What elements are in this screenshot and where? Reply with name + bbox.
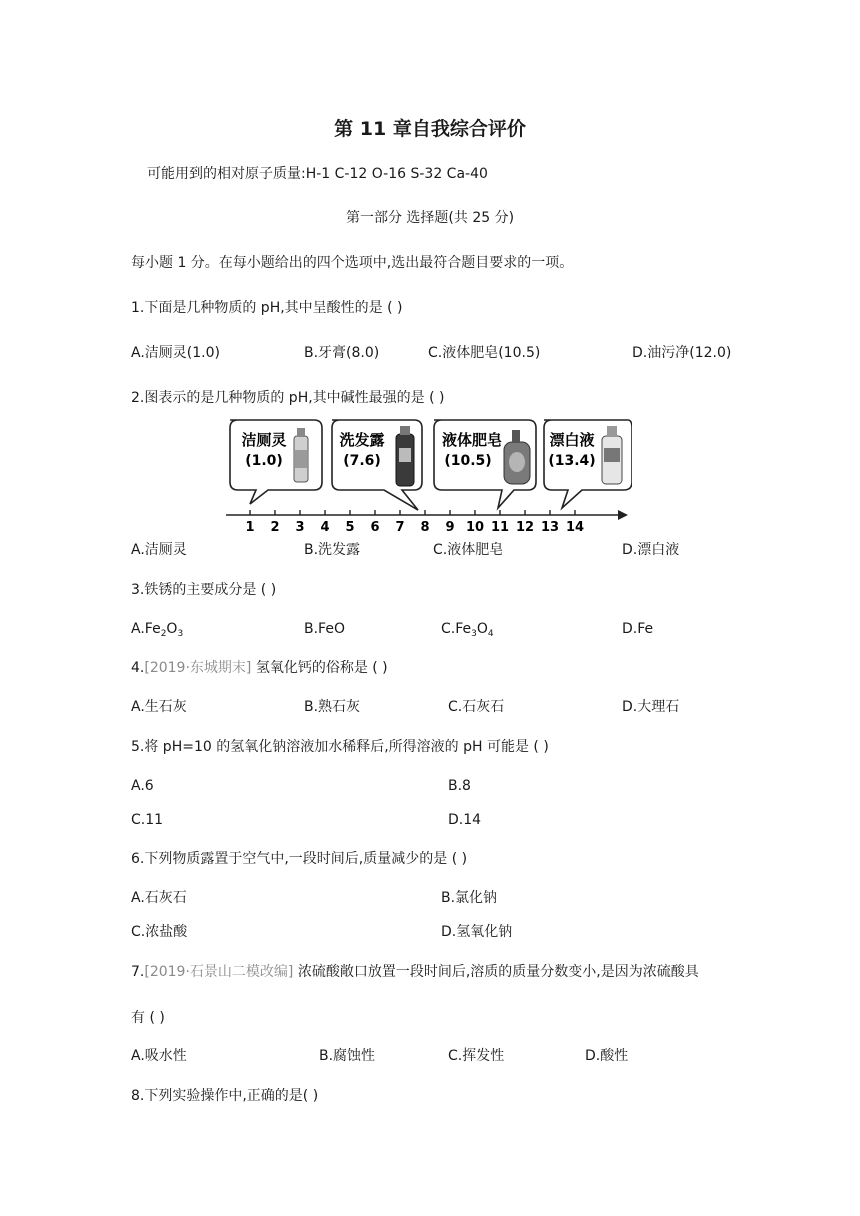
question-3-option-d[interactable]: D.Fe (622, 621, 654, 637)
callout-4-ph: (13.4) (548, 453, 596, 469)
question-7-option-a[interactable]: A.吸水性 (131, 1048, 187, 1064)
question-1-option-d[interactable]: D.油污净(12.0) (632, 345, 732, 361)
question-6-option-c[interactable]: C.浓盐酸 (131, 924, 188, 940)
ph-number-line (226, 510, 628, 535)
question-2-option-c[interactable]: C.液体肥皂 (433, 542, 504, 558)
question-2-stem: 2.图表示的是几种物质的 pH,其中碱性最强的是 ( ) (131, 390, 445, 406)
question-7-stem-line: 7.[2019·石景山二模改编] 浓硫酸敞口放置一段时间后,溶质的质量分数变小,是因为浓硫酸具 (131, 964, 699, 980)
arrow-right-icon (618, 510, 628, 520)
ph-tick-label: 11 (490, 520, 510, 535)
ph-tick-label: 12 (515, 520, 535, 535)
question-3-stem: 3.铁锈的主要成分是 ( ) (131, 582, 277, 598)
question-6-option-b[interactable]: B.氯化钠 (441, 890, 498, 906)
question-5-option-c[interactable]: C.11 (131, 812, 164, 828)
ph-tick-label: 8 (420, 520, 430, 535)
question-5-option-a[interactable]: A.6 (131, 778, 154, 794)
question-7-stem: 浓硫酸敞口放置一段时间后,溶质的质量分数变小,是因为浓硫酸具 (293, 964, 699, 980)
ph-tick-label: 10 (465, 520, 485, 535)
question-2-option-b[interactable]: B.洗发露 (304, 542, 361, 558)
callout-box-3 (434, 420, 536, 508)
question-4-stem: 氢氧化钙的俗称是 ( ) (251, 660, 388, 676)
ph-tick-label: 2 (270, 520, 280, 535)
shampoo-bottle-icon (396, 426, 414, 486)
ph-tick-label: 1 (245, 520, 255, 535)
question-7-source: [2019·石景山二模改编] (144, 964, 294, 980)
question-6-option-d[interactable]: D.氢氧化钠 (441, 924, 513, 940)
callout-2-ph: (7.6) (343, 453, 381, 469)
section-heading: 第一部分 选择题(共 25 分) (345, 210, 515, 226)
section-instruction: 每小题 1 分。在每小题给出的四个选项中,选出最符合题目要求的一项。 (131, 255, 574, 271)
question-2-option-d[interactable]: D.漂白液 (622, 542, 680, 558)
question-5-option-b[interactable]: B.8 (448, 778, 471, 794)
question-5-stem: 5.将 pH=10 的氢氧化钠溶液加水稀释后,所得溶液的 pH 可能是 ( ) (131, 739, 549, 755)
question-3-option-a[interactable]: $A.Fe_2O_3$ (131, 621, 184, 639)
atomic-masses-note: 可能用到的相对原子质量:H-1 C-12 O-16 S-32 Ca-40 (147, 166, 488, 182)
question-7-stem-cont: 有 ( ) (131, 1010, 165, 1026)
ph-scale-figure (222, 418, 632, 536)
ph-tick-label: 4 (320, 520, 330, 535)
question-4-option-d[interactable]: D.大理石 (622, 699, 680, 715)
question-6-option-a[interactable]: A.石灰石 (131, 890, 187, 906)
callout-box-4 (544, 420, 632, 508)
callout-3-name: 液体肥皂 (441, 431, 503, 449)
ph-tick-label: 14 (565, 520, 585, 535)
question-7-option-b[interactable]: B.腐蚀性 (319, 1048, 376, 1064)
ph-tick-label: 7 (395, 520, 405, 535)
ph-tick-label: 5 (345, 520, 355, 535)
callout-box-1 (230, 420, 322, 504)
question-3-option-b[interactable]: B.FeO (304, 621, 345, 637)
question-1-option-c[interactable]: C.液体肥皂(10.5) (428, 345, 541, 361)
ph-tick-label: 3 (295, 520, 305, 535)
callout-1-ph: (1.0) (245, 453, 283, 469)
question-8-stem: 8.下列实验操作中,正确的是( ) (131, 1088, 319, 1104)
question-1-option-b[interactable]: B.牙膏(8.0) (304, 345, 380, 361)
question-7-option-c[interactable]: C.挥发性 (448, 1048, 505, 1064)
question-1-stem: 1.下面是几种物质的 pH,其中呈酸性的是 ( ) (131, 300, 403, 316)
question-4-stem-line: 4.[2019·东城期末] 氢氧化钙的俗称是 ( ) (131, 660, 388, 676)
question-4-source: [2019·东城期末] (144, 660, 252, 676)
ph-tick-label: 6 (370, 520, 380, 535)
ph-tick-label: 9 (445, 520, 455, 535)
callout-3-ph: (10.5) (444, 453, 492, 469)
ph-tick-label: 13 (540, 520, 560, 535)
question-5-option-d[interactable]: D.14 (448, 812, 482, 828)
bottle-icon (294, 428, 308, 482)
callout-box-2 (332, 420, 422, 510)
question-4-option-b[interactable]: B.熟石灰 (304, 699, 361, 715)
question-3-option-c[interactable]: $C.Fe_3O_4$ (441, 621, 494, 639)
question-1-option-a[interactable]: A.洁厕灵(1.0) (131, 345, 220, 361)
callout-4-name: 漂白液 (549, 431, 595, 449)
question-4-option-c[interactable]: C.石灰石 (448, 699, 505, 715)
question-6-stem: 6.下列物质露置于空气中,一段时间后,质量减少的是 ( ) (131, 851, 468, 867)
question-7-option-d[interactable]: D.酸性 (585, 1048, 629, 1064)
callout-1-name: 洁厕灵 (241, 431, 287, 449)
callout-2-name: 洗发露 (339, 431, 385, 449)
page-title: 第 11 章自我综合评价 (334, 118, 526, 140)
question-2-option-a[interactable]: A.洁厕灵 (131, 542, 187, 558)
question-4-option-a[interactable]: A.生石灰 (131, 699, 187, 715)
